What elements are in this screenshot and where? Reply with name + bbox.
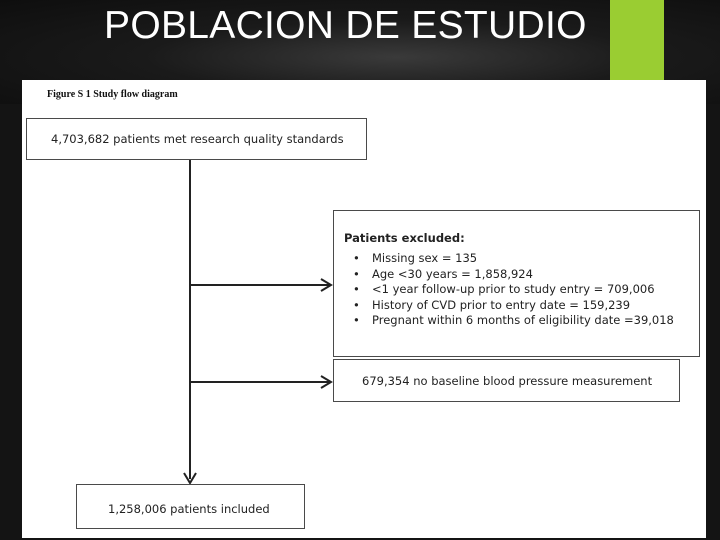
eligible-patients-text: 4,703,682 patients met research quality standards [51, 132, 344, 146]
bullet-icon: • [353, 266, 360, 281]
exclusion-item: • Age <30 years = 1,858,924 [353, 266, 533, 281]
bullet-icon: • [353, 251, 360, 265]
included-patients-box [76, 484, 305, 529]
eligible-patients-box [26, 118, 367, 160]
excluded-patients-box [333, 210, 700, 357]
bullet-icon: • [353, 282, 360, 296]
excluded-heading: Patients excluded: [344, 231, 465, 245]
slide-title: POBLACION DE ESTUDIO [104, 4, 587, 47]
accent-bar [610, 0, 664, 92]
exclusion-item: • <1 year follow-up prior to study entry = 709,006 [353, 282, 655, 296]
exclusion-item: • Pregnant within 6 months of eligibility date =39,018 [353, 313, 674, 327]
no-bp-measurement-box [333, 359, 680, 402]
included-patients-text: 1,258,006 patients included [108, 502, 270, 516]
exclusion-list [344, 251, 699, 329]
no-bp-measurement-text: 679,354 no baseline blood pressure measurement [362, 374, 653, 388]
bullet-icon: • [353, 297, 360, 312]
exclusion-item: • History of CVD prior to entry date = 159,239 [353, 297, 631, 312]
bullet-icon: • [353, 313, 360, 327]
figure-caption: Figure S 1 Study flow diagram [47, 89, 178, 100]
flow-diagram-figure [22, 80, 706, 538]
exclusion-item: • Missing sex = 135 [353, 251, 478, 265]
